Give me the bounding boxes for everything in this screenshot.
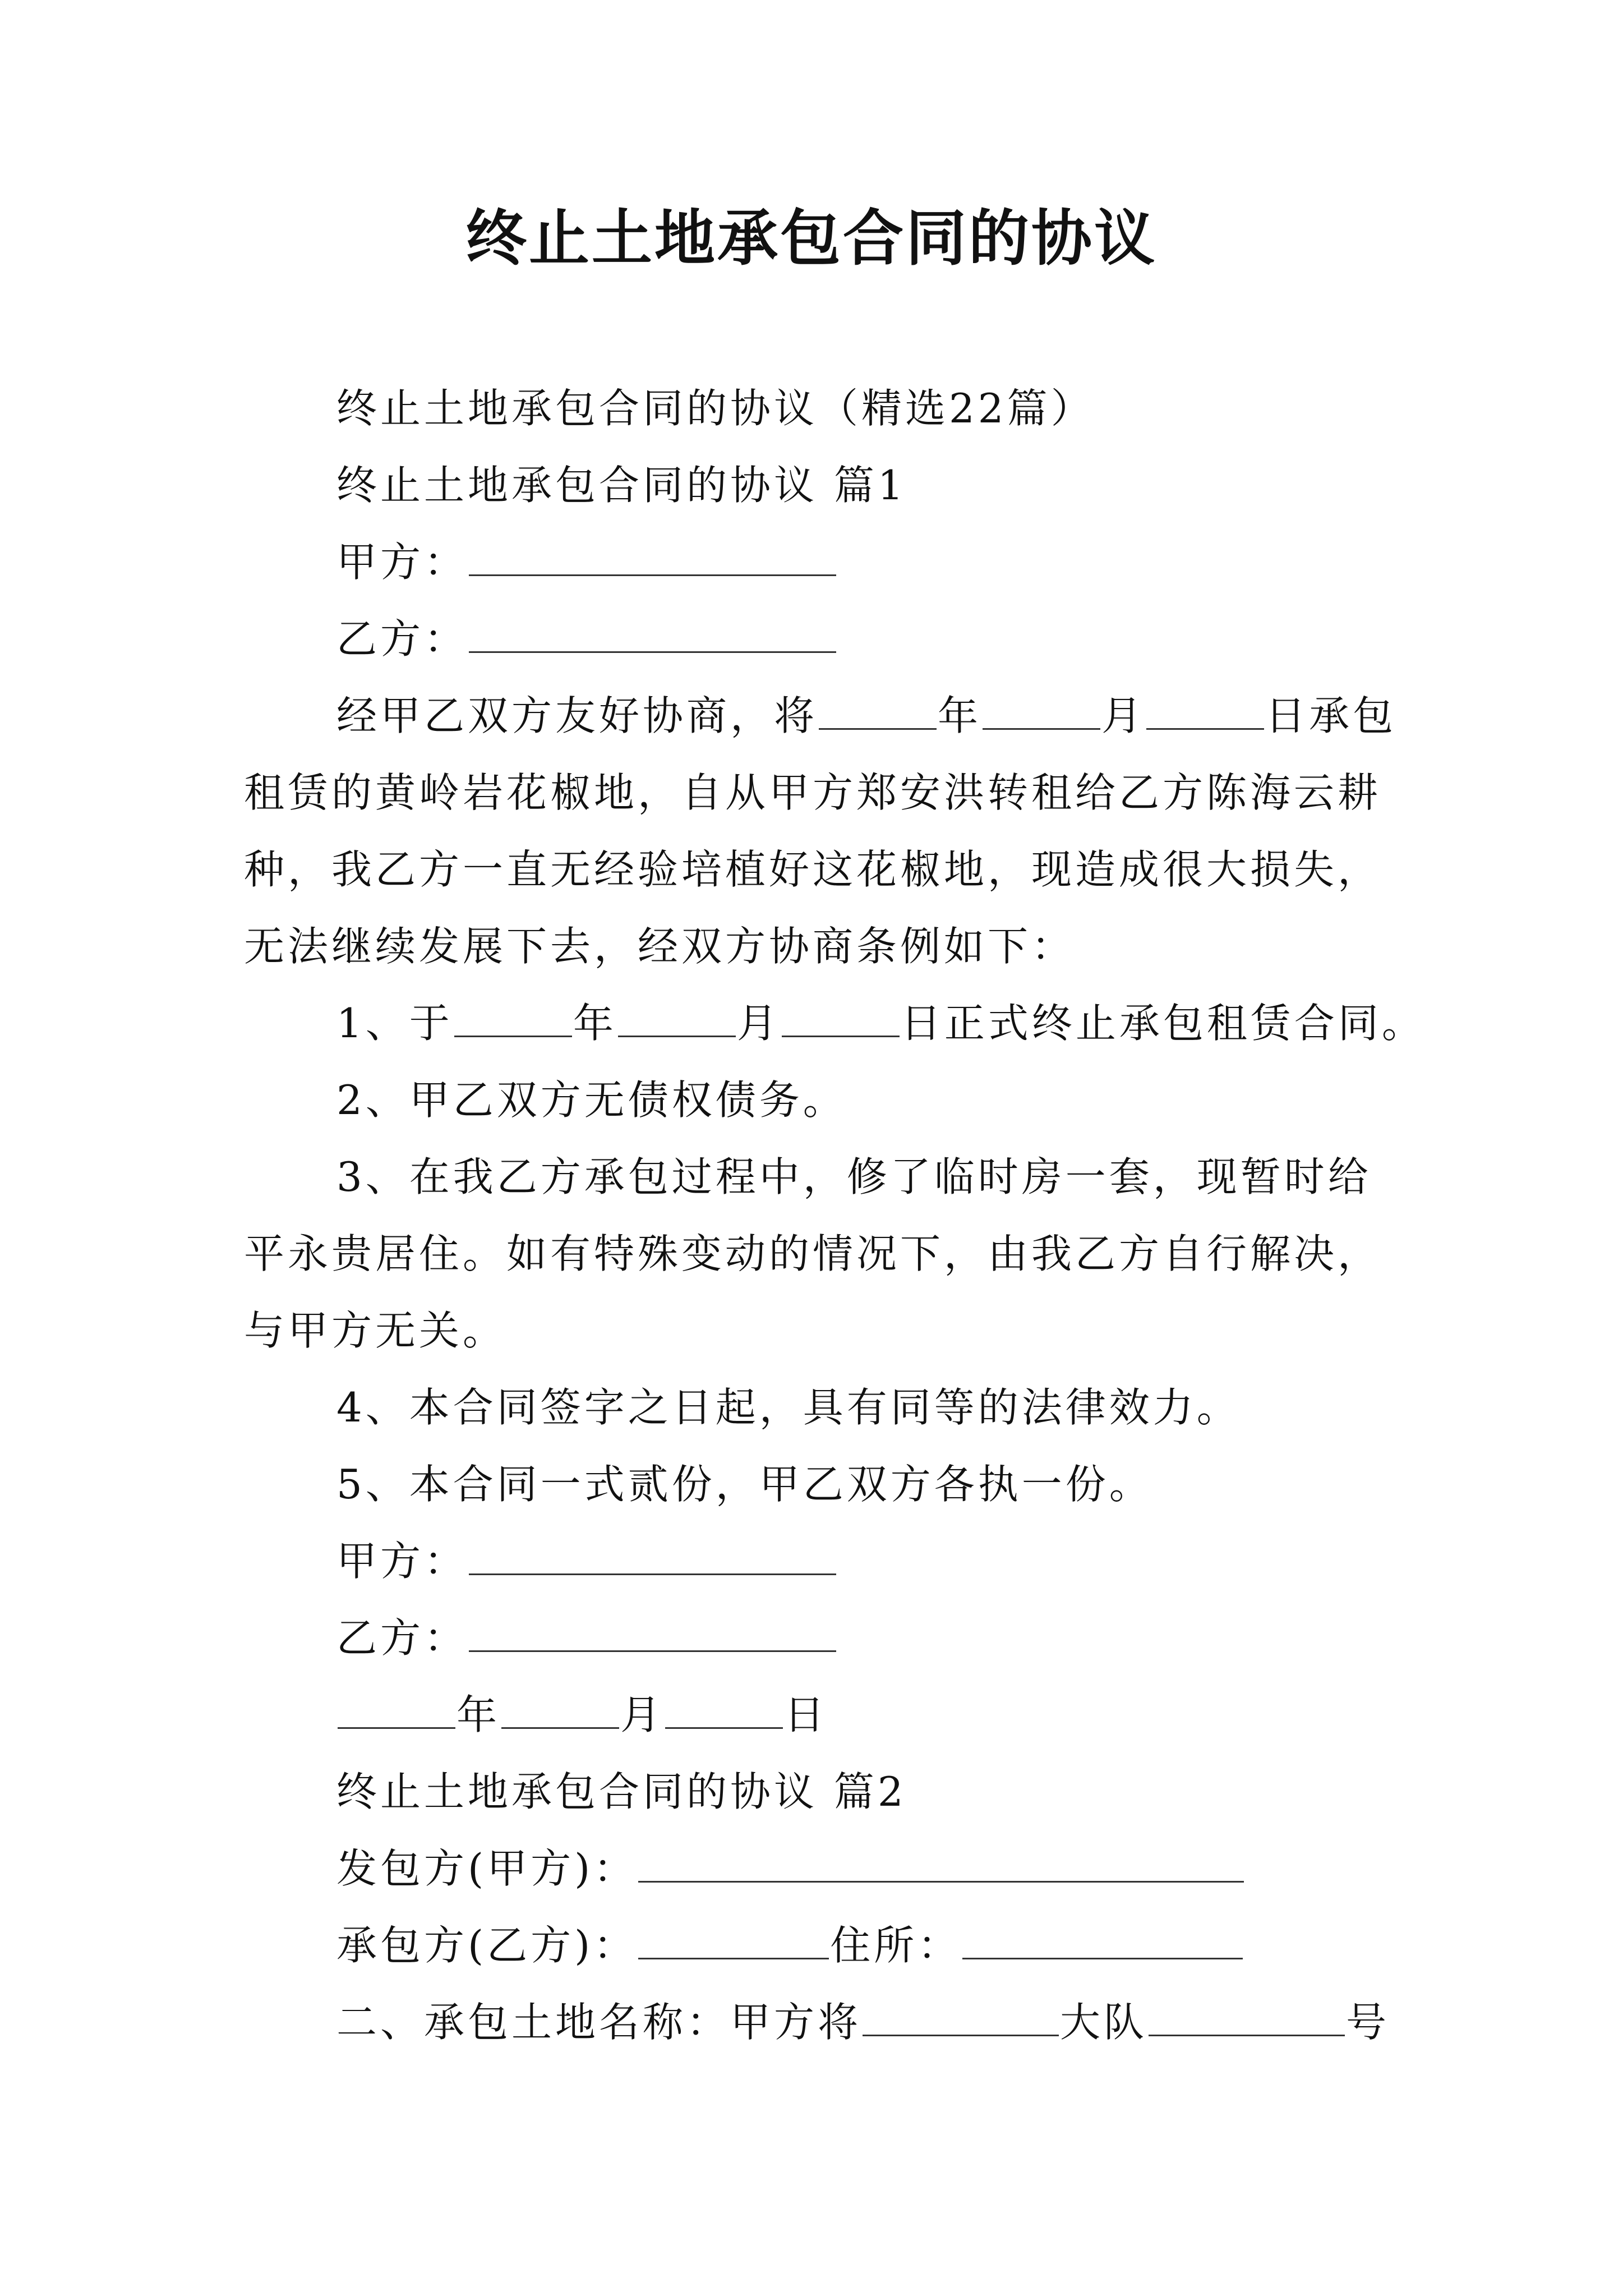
month-blank: [501, 1692, 619, 1729]
body-text: 承包: [1309, 692, 1397, 739]
clause-text: 日正式终止承包租赁合同。: [900, 1000, 1426, 1047]
body-paragraph-line: 租赁的黄岭岩花椒地，自从甲方郑安洪转租给乙方陈海云耕: [244, 769, 1382, 816]
contractee-blank: [638, 1923, 829, 1959]
number-label: 号: [1346, 1999, 1390, 2046]
party-b-line: [336, 614, 837, 664]
month-blank: [618, 1001, 736, 1037]
residence-label: 住所：: [830, 1922, 962, 1969]
clause-1: [336, 998, 1426, 1048]
day-label: 日: [1265, 692, 1310, 739]
signature-blank: [469, 1616, 836, 1652]
month-label: 月: [1101, 692, 1146, 739]
signature-party-b: [336, 1613, 837, 1663]
signature-date: [336, 1690, 828, 1740]
contractor-line: [336, 1843, 1245, 1894]
clause-4: 4、本合同签字之日起，具有同等的法律效力。: [336, 1384, 1241, 1431]
year-blank: [338, 1692, 455, 1729]
body-paragraph-line: [336, 691, 1396, 741]
contractor-label: 发包方(甲方)：: [336, 1845, 638, 1892]
party-a-blank: [469, 540, 836, 576]
document-subtitle: 终止土地承包合同的协议（精选22篇）: [336, 385, 1095, 432]
party-a-label: 甲方：: [336, 539, 468, 586]
day-label: 日: [784, 1691, 828, 1738]
signature-label: 乙方：: [336, 1614, 468, 1662]
clause-5: 5、本合同一式贰份，甲乙双方各执一份。: [336, 1461, 1153, 1508]
day-blank: [1146, 693, 1264, 730]
year-label: 年: [938, 692, 982, 739]
year-blank: [819, 693, 937, 730]
year-label: 年: [573, 1000, 617, 1047]
year-label: 年: [457, 1691, 501, 1738]
brigade-blank: [1149, 2000, 1345, 2036]
clause-2: 2、甲乙双方无债权债务。: [336, 1076, 847, 1124]
section2-heading: 终止土地承包合同的协议 篇2: [336, 1768, 907, 1815]
land-blank: [863, 2000, 1059, 2036]
body-text: 经甲乙双方友好协商，将: [336, 692, 818, 739]
party-b-label: 乙方：: [336, 615, 468, 662]
party-a-line: [336, 537, 837, 587]
day-blank: [665, 1692, 783, 1729]
body-paragraph-line: 无法继续发展下去，经双方协商条例如下：: [244, 923, 1076, 970]
month-blank: [983, 693, 1100, 730]
month-label: 月: [736, 1000, 781, 1047]
year-blank: [454, 1001, 572, 1037]
contractee-label: 承包方(乙方)：: [336, 1922, 638, 1969]
party-b-blank: [469, 616, 836, 653]
clause-3: 3、在我乙方承包过程中，修了临时房一套，现暂时给: [336, 1153, 1372, 1200]
land-name-clause: [336, 1997, 1390, 2047]
signature-party-a: [336, 1536, 837, 1586]
signature-blank: [469, 1539, 836, 1575]
section1-heading: 终止土地承包合同的协议 篇1: [336, 462, 907, 509]
contractor-blank: [638, 1846, 1244, 1883]
month-label: 月: [620, 1691, 665, 1738]
signature-label: 甲方：: [336, 1538, 468, 1585]
residence-blank: [962, 1923, 1243, 1959]
body-paragraph-line: 种，我乙方一直无经验培植好这花椒地，现造成很大损失，: [244, 846, 1382, 893]
clause-3-continued: 平永贵居住。如有特殊变动的情况下，由我乙方自行解决，: [244, 1230, 1382, 1277]
clause-text: 1、于: [336, 1000, 453, 1047]
brigade-label: 大队: [1060, 1999, 1148, 2046]
document-title: 终止土地承包合同的协议: [465, 203, 1157, 274]
day-blank: [782, 1001, 900, 1037]
clause-text: 二、承包土地名称：甲方将: [336, 1999, 862, 2046]
contractee-line: [336, 1920, 1244, 1971]
clause-3-continued: 与甲方无关。: [244, 1307, 507, 1354]
